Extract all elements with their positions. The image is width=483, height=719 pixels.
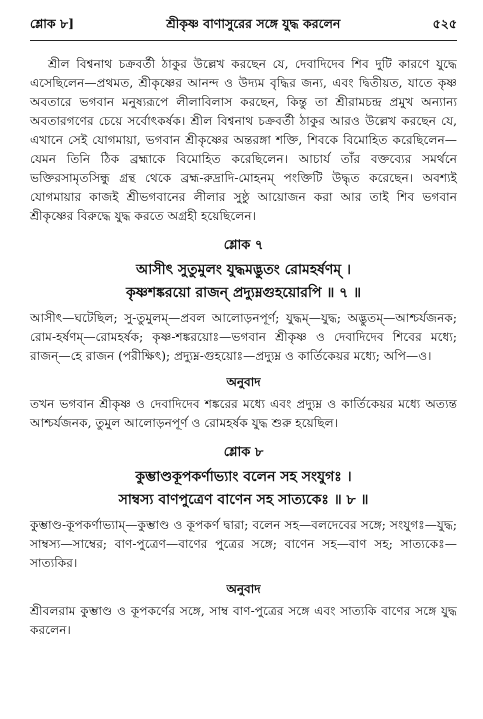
verse-7-translation: তখন ভগবান শ্রীকৃষ্ণ ও দেবাদিদেব শঙ্করের মধ্যে এবং প্রদ্যুম্ন ও কার্তিকেয়র মধ্যে অত্যন্ত আশ্চর্যজনক, তুমুল আলোড়নপূর্ণ ও রোমহর্ষক যুদ্ধ শুরু হয়েছিল। (30, 397, 457, 430)
page-number: ৫২৫ (432, 16, 457, 31)
header-verse-ref: শ্লোক ৮] (30, 16, 74, 31)
verse-8-line-1: কুম্ভাণ্ডকূপকর্ণাভ্যাং বলেন সহ সংযুগঃ । (135, 469, 352, 485)
verse-8-translation: শ্রীবলরাম কুম্ভাণ্ড ও কূপকর্ণের সঙ্গে, সাম্ব বাণ-পুত্রের সঙ্গে এবং সাত্যকি বাণের সঙ্গে যুদ্ধ করলেন। (30, 604, 457, 637)
verse-7-number: শ্লোক ৭ (223, 238, 264, 253)
purport-continuation: শ্রীল বিশ্বনাথ চক্রবর্তী ঠাকুর উল্লেখ করছেন যে, দেবাদিদেব শিব দুটি কারণে যুদ্ধে এসেছিলেন—প্রথমত, শ্রীকৃষ্ণের আনন্দ ও উদ্যম বৃদ্ধির জন্য, এবং দ্বিতীয়ত, যাতে কৃষ্ণ অবতারে ভগবান মনুষ্যরূপে লীলাবিলাস করছেন, কিন্তু তা শ্রীরামচন্দ্র প্রমুখ অন্যান্য অবতারগণের চেয়ে সর্বোৎকর্ষক। শ্রীল বিশ্বনাথ চক্রবর্তী ঠাকুর আরও উল্লেখ করছেন যে, এখানে সেই যোগমায়া, ভগবান শ্রীকৃষ্ণের অন্তরঙ্গা শক্তি, শিবকে বিমোহিত করেছিলেন—যেমন তিনি ঠিক ব্রহ্মাকে বিমোহিত করেছিলেন। আচার্য তাঁর বক্তব্যের সমর্থনে ভক্তিরসামৃতসিন্ধু গ্রন্থ থেকে ব্রহ্ম-রুদ্রাদি-মোহনম্ পংক্তিটি উদ্ধৃত করেছেন। অবশ্যই যোগমায়ার কাজই শ্রীভগবানের লীলার সুষ্ঠু আয়োজন করা আর তাই শিব ভগবান শ্রীকৃষ্ণের বিরুদ্ধে যুদ্ধ করতে অগ্রহী হয়েছিলেন। (30, 57, 457, 223)
verse-8-line-2: সাম্বস্য বাণপুত্রেণ বাণেন সহ সাত্যকেঃ ॥ ৮ ॥ (118, 492, 369, 508)
verse-7-translation-heading: অনুবাদ (226, 375, 261, 389)
chapter-title: শ্রীকৃষ্ণ বাণাসুরের সঙ্গে যুদ্ধ করলেন (166, 16, 341, 31)
verse-8-synonyms: কুম্ভাণ্ড-কূপকর্ণাভ্যাম্—কুম্ভাণ্ড ও কূপকর্ণ দ্বারা; বলেন সহ—বলদেবের সঙ্গে; সংযুগঃ—যুদ্ধ; সাম্বস্য—সাম্বের; বাণ-পুত্রেণ—বাণের পুত্রের সঙ্গে; বাণেন সহ—বাণ সহ; সাত্যকেঃ—সাত্যকির। (30, 518, 457, 570)
running-header (30, 0, 457, 41)
verse-7-line-2: কৃষ্ণশঙ্করয়ো রাজন্ প্রদ্যুম্নগুহয়োরপি ॥ ৭ ॥ (125, 285, 362, 301)
verse-7-line-1: আসীৎ সুতুমুলং যুদ্ধমদ্ভুতং রোমহর্ষণম্ । (135, 262, 352, 278)
verse-8-number: শ্লোক ৮ (223, 445, 264, 460)
verse-8-translation-heading: অনুবাদ (226, 582, 261, 596)
verse-7-synonyms: আসীৎ—ঘটেছিল; সু-তুমুলম্—প্রবল আলোড়নপূর্ণ; যুদ্ধম্—যুদ্ধ; অদ্ভুতম্—আশ্চর্যজনক; রোম-হর্ষণম্—রোমহর্ষক; কৃষ্ণ-শঙ্করয়োঃ—ভগবান শ্রীকৃষ্ণ ও দেবাদিদেব শিবের মধ্যে; রাজন্—হে রাজন (পরীক্ষিৎ); প্রদ্যুম্ন-গুহয়োঃ—প্রদ্যুম্ন ও কার্তিকেয়র মধ্যে; অপি—ও। (30, 311, 457, 363)
